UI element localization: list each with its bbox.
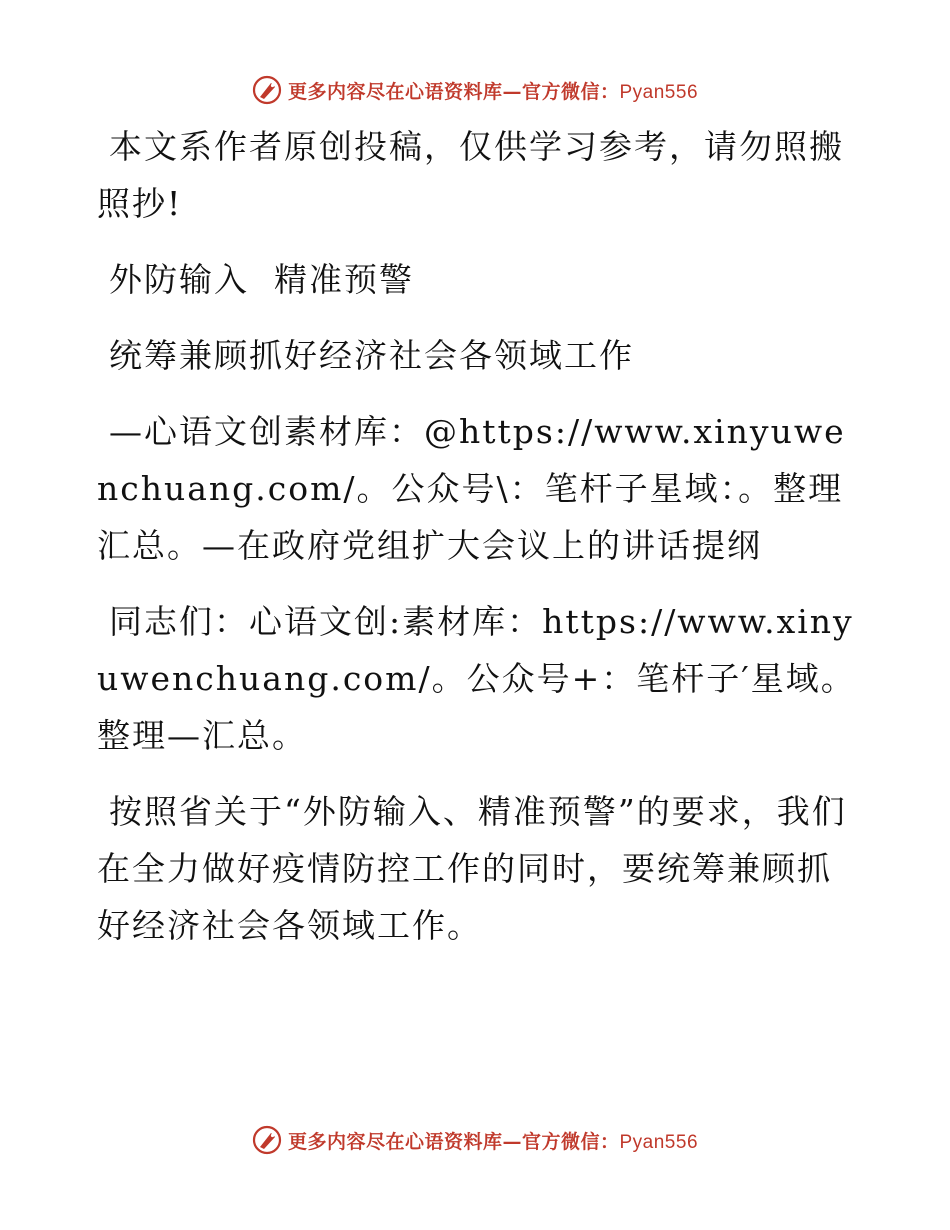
footer-contact: Pyan556: [619, 1131, 699, 1153]
pen-nib-logo-icon: [252, 75, 282, 105]
paragraph-source-note: —心语文创素材库：@https://www.xinyuwenchuang.com/。公众号\：笔杆子星域：。整理汇总。—在政府党组扩大会议上的讲话提纲: [97, 412, 846, 565]
paragraph-title: 外防输入 精准预警: [109, 260, 414, 299]
footer-banner-text: [288, 1127, 698, 1154]
header-contact: Pyan556: [619, 81, 699, 103]
paragraph-greeting: 同志们：心语文创:素材库：https://www.xinyuwenchuang.com/。公众号+：笔杆子′星域。整理—汇总。: [97, 602, 856, 755]
header-banner-text: [288, 77, 698, 104]
header-banner-label: 更多内容尽在心语资料库—官方微信：: [287, 80, 620, 103]
paragraph-body: 按照省关于“外防输入、精准预警”的要求，我们在全力做好疫情防控工作的同时，要统筹兼顾抓好经济社会各领域工作。: [97, 792, 847, 945]
header-banner: [0, 70, 950, 110]
footer-banner: [0, 1120, 950, 1160]
paragraph-subtitle: 统筹兼顾抓好经济社会各领域工作: [109, 336, 634, 375]
footer-banner-label: 更多内容尽在心语资料库—官方微信：: [287, 1130, 620, 1153]
pen-nib-logo-icon: [252, 1125, 282, 1155]
paragraph-disclaimer: 本文系作者原创投稿，仅供学习参考，请勿照搬照抄!: [97, 127, 844, 223]
document-body: [97, 118, 857, 973]
